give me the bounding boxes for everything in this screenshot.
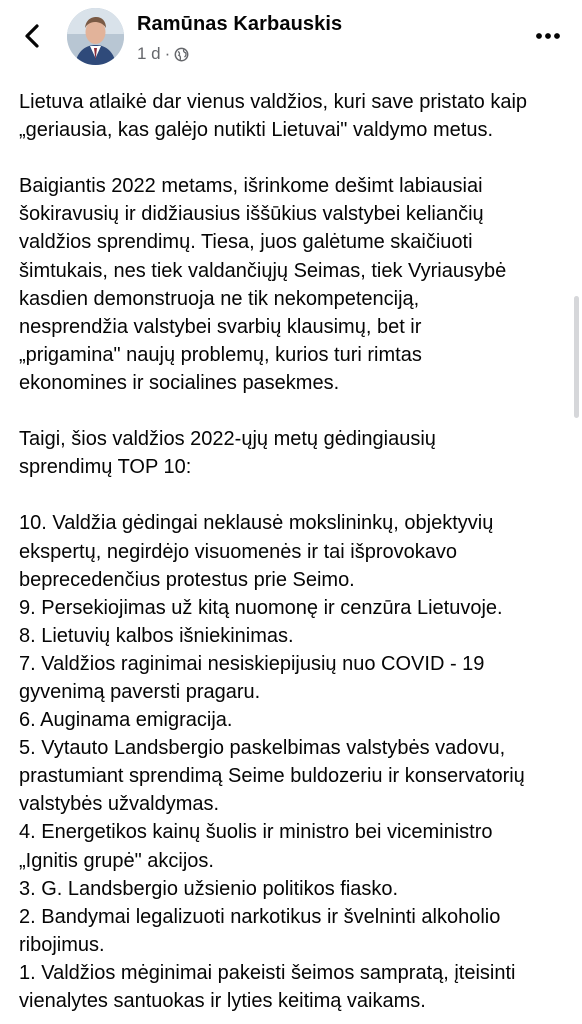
post-header <box>0 0 582 76</box>
list-item: 4. Energetikos kainų šuolis ir ministro bei viceministro „Ignitis grupė" akcijos. <box>19 821 493 872</box>
list-item: 1. Valdžios mėginimai pakeisti šeimos sampratą, įteisinti vienalytes santuokas ir lyties keitimą vaikams. <box>19 961 516 1012</box>
list-item: 10. Valdžia gėdingai neklausė mokslininkų, objektyvių ekspertų, negirdėjo visuomenės ir tai išprovokavo beprecedenčius protestus prie Seimo. <box>19 512 494 591</box>
scrollbar[interactable] <box>574 296 579 418</box>
timestamp[interactable]: 1 d <box>137 44 161 63</box>
post-paragraph: Taigi, šios valdžios 2022-ųjų metų gėdingiausių sprendimų TOP 10: <box>19 428 436 479</box>
list-item: 9. Persekiojimas už kitą nuomonę ir cenzūra Lietuvoje. <box>19 596 503 619</box>
globe-icon <box>174 47 189 62</box>
list-item: 6. Auginama emigracija. <box>19 709 233 732</box>
more-options-button[interactable] <box>530 22 566 50</box>
more-horizontal-icon <box>535 32 561 40</box>
avatar[interactable] <box>67 8 124 65</box>
post-paragraph: Lietuva atlaikė dar vienus valdžios, kuri save pristato kaip „geriausia, kas galėjo nutikti Lietuvai" valdymo metus. <box>19 91 528 142</box>
list-item: 7. Valdžios raginimai nesiskiepijusių nuo COVID - 19 gyvenimą paversti pragaru. <box>19 652 485 703</box>
separator-dot: · <box>164 44 171 63</box>
chevron-left-icon <box>22 23 42 49</box>
list-item: 3. G. Landsbergio užsienio politikos fiasko. <box>19 877 399 900</box>
profile-photo <box>67 8 124 65</box>
post-paragraph: Baigiantis 2022 metams, išrinkome dešimt labiausiai šokiravusių ir didžiausius iššūkius valstybei keliančių valdžios sprendimų. Tiesa, juos galėtume skaičiuoti šimtukais, nes tiek valdančiųjų Seimas, tiek Vyriausybė kasdien demonstruoja ne tik nekompetenciją, nesprendžia valstybei svarbių klausimų, bet ir „prigamina" naujų problemų, kurios turi rimtas ekonomines ir socialines pasekmes. <box>19 175 507 394</box>
list-item: 2. Bandymai legalizuoti narkotikus ir švelninti alkoholio ribojimus. <box>19 905 501 956</box>
post-body <box>19 88 575 1015</box>
top-10-list <box>19 509 575 1015</box>
list-item: 5. Vytauto Landsbergio paskelbimas valstybės vadovu, prastumiant sprendimą Seime buldozeriu ir konservatorių valstybės užvaldymas. <box>19 737 525 816</box>
author-name[interactable]: Ramūnas Karbauskis <box>137 13 343 35</box>
post-meta <box>137 44 189 64</box>
back-button[interactable] <box>14 18 50 54</box>
list-item: 8. Lietuvių kalbos išniekinimas. <box>19 624 294 647</box>
